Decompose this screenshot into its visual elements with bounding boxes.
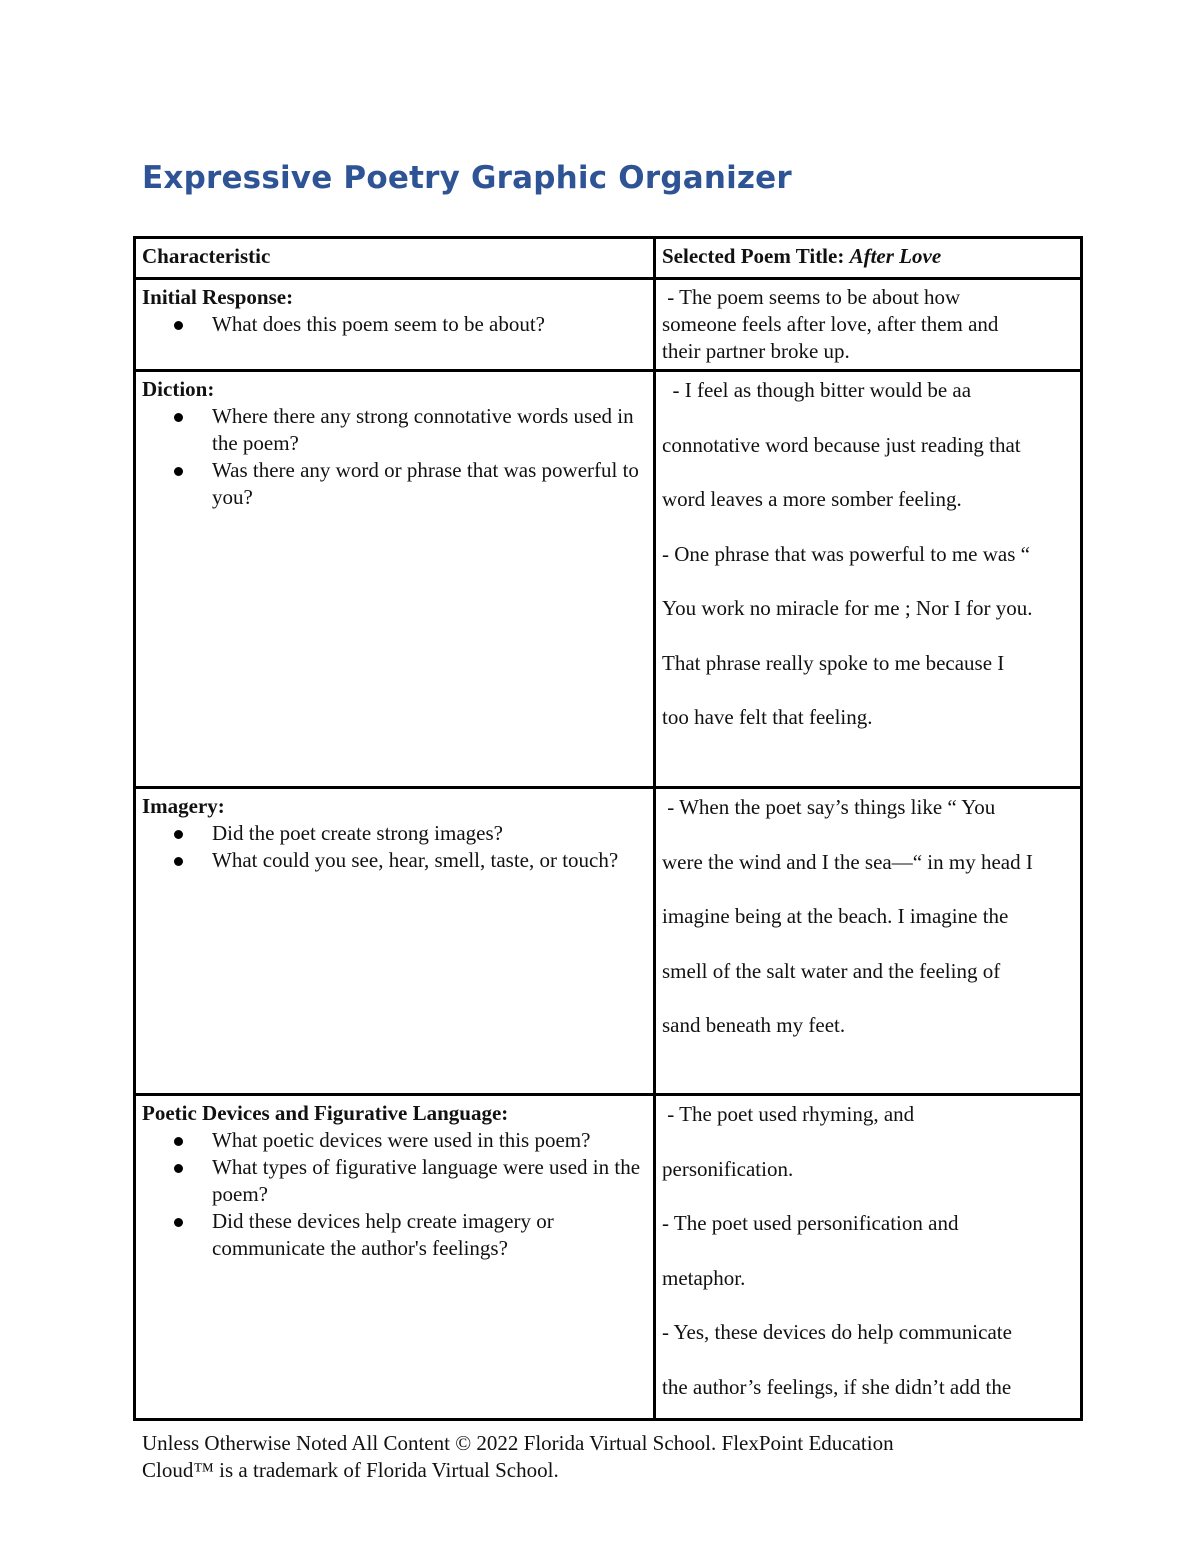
response-line: - I feel as though bitter would be aa — [662, 378, 972, 402]
response-line: the author’s feelings, if she didn’t add the — [662, 1374, 1012, 1399]
response-cell[interactable] — [655, 279, 1082, 371]
graphic-organizer-table — [133, 236, 1083, 1421]
prompt-item: Did the poet create strong images? — [212, 820, 647, 847]
response-line: sand beneath my feet. — [662, 1013, 846, 1037]
response-line: personification. — [662, 1156, 794, 1181]
page-title: Expressive Poetry Graphic Organizer — [142, 160, 792, 196]
prompt-item: Was there any word or phrase that was powerful to you? — [212, 457, 647, 511]
characteristic-cell — [135, 371, 655, 788]
response-cell[interactable] — [655, 371, 1082, 788]
poem-title: After Love — [849, 244, 942, 268]
table-row — [135, 1095, 1082, 1420]
characteristic-label: Imagery: — [142, 794, 225, 818]
table-row — [135, 279, 1082, 371]
characteristic-label: Initial Response: — [142, 285, 294, 309]
prompt-list — [142, 311, 647, 338]
response-cell[interactable] — [655, 788, 1082, 1095]
response-line: too have felt that feeling. — [662, 705, 873, 729]
prompt-item: What could you see, hear, smell, taste, or touch? — [212, 847, 647, 874]
characteristic-cell — [135, 1095, 655, 1420]
response-line: smell of the salt water and the feeling of — [662, 958, 1001, 983]
response-line: someone feels after love, after them and — [662, 312, 999, 336]
response-line: word leaves a more somber feeling. — [662, 487, 962, 511]
characteristic-cell — [135, 279, 655, 371]
prompt-list — [142, 1127, 647, 1262]
prompt-item: What does this poem seem to be about? — [212, 311, 647, 338]
table-header-row — [135, 238, 1082, 279]
poem-title-label: Selected Poem Title: — [662, 244, 850, 268]
response-line: That phrase really spoke to me because I — [662, 650, 1005, 675]
footer-line: Unless Otherwise Noted All Content © 2022 Florida Virtual School. FlexPoint Education — [142, 1431, 894, 1455]
footer-line: Cloud™ is a trademark of Florida Virtual School. — [142, 1458, 559, 1482]
response-cell[interactable] — [655, 1095, 1082, 1420]
response-line: - Yes, these devices do help communicate — [662, 1320, 1012, 1344]
response-line: - The poet used personification and — [662, 1211, 959, 1235]
characteristic-label: Diction: — [142, 377, 215, 401]
response-line: - The poet used rhyming, and — [662, 1102, 915, 1126]
prompt-item: Did these devices help create imagery or communicate the author's feelings? — [212, 1208, 647, 1262]
response-line: You work no miracle for me ; Nor I for you. — [662, 596, 1033, 620]
characteristic-cell — [135, 788, 655, 1095]
prompt-item: What poetic devices were used in this poem? — [212, 1127, 647, 1154]
prompt-item: Where there any strong connotative words used in the poem? — [212, 403, 647, 457]
response-line: connotative word because just reading that — [662, 432, 1021, 457]
poem-title-header — [655, 238, 1082, 279]
prompt-item: What types of figurative language were used in the poem? — [212, 1154, 647, 1208]
response-line: their partner broke up. — [662, 339, 850, 363]
prompt-list — [142, 820, 647, 874]
response-line: - One phrase that was powerful to me was “ — [662, 541, 1030, 566]
response-line: - The poem seems to be about how — [662, 285, 961, 309]
characteristic-header: Characteristic — [135, 238, 655, 279]
prompt-list — [142, 403, 647, 511]
response-line: metaphor. — [662, 1265, 746, 1290]
copyright-footer — [142, 1430, 1022, 1484]
response-line: - When the poet say’s things like “ You — [662, 795, 996, 819]
table-row — [135, 788, 1082, 1095]
response-line: imagine being at the beach. I imagine the — [662, 904, 1009, 928]
characteristic-label: Poetic Devices and Figurative Language: — [142, 1101, 509, 1125]
table-row — [135, 371, 1082, 788]
response-line: were the wind and I the sea—“ in my head I — [662, 849, 1033, 874]
